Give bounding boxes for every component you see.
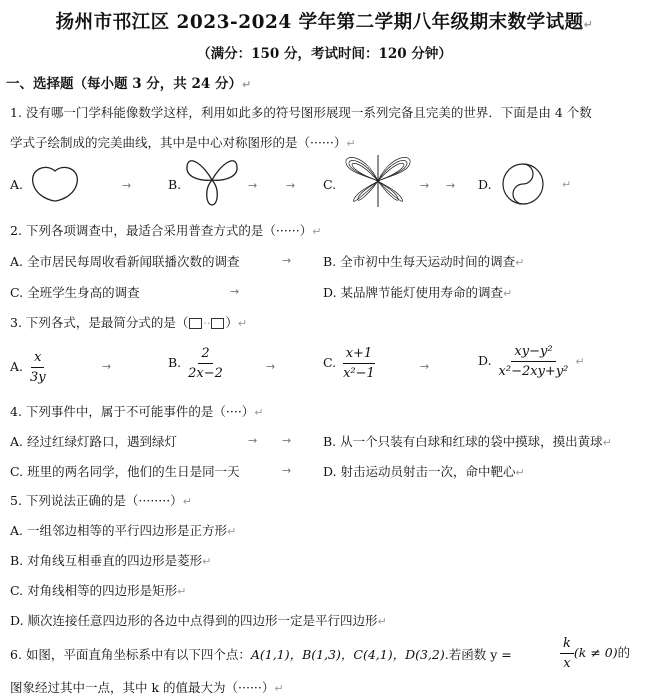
tab-mark: → (282, 434, 292, 447)
tab-mark: → (248, 179, 258, 192)
tab-mark: → (248, 434, 258, 447)
q3-option-a: A. $\frac{x}{3y}$ (10, 350, 49, 385)
heart-curve-icon (28, 163, 82, 203)
fraction: $\frac{x}{3y}$ (30, 350, 46, 385)
tab-mark: → (102, 360, 112, 373)
q4-option-a: A. 经过红绿灯路口，遇到绿灯 (10, 434, 177, 449)
section-heading-choice: 一、选择题（每小题 3 分，共 24 分）↵ (6, 76, 252, 92)
yin-yang-curve-icon (496, 162, 550, 206)
q4-option-b: B. 从一个只装有白球和红球的袋中摸球，摸出黄球↵ (323, 434, 612, 449)
exam-title: 扬州市邗江区 2023-2024 学年第二学期八年级期末数学试题↵ (55, 12, 594, 33)
q1-stem-line1: 1. 没有哪一门学科能像数学这样，利用如此多的符号图形展现一系列完备且完美的世界．下面是由 4 个数 (10, 105, 592, 120)
q6-points: A(1,1)，B(1,3)，C(4,1)，D(3,2) (250, 647, 445, 662)
q5-option-b: B. 对角线互相垂直的四边形是菱形↵ (10, 553, 212, 568)
q2-option-c: C. 全班学生身高的调查 (10, 285, 140, 300)
fraction: $\frac{x+1}{\text{x²−1}}$ (343, 346, 375, 381)
trefoil-curve-icon (184, 153, 240, 207)
q6-function: $\frac{k}{x}$ (k ≠ 0)的 (560, 636, 630, 671)
q2-option-a: A. 全市居民每周收看新闻联播次数的调查 (10, 254, 240, 269)
q1-stem-line2: 学式子绘制成的完美曲线，其中是中心对称图形的是（······）↵ (10, 135, 356, 150)
q3-stem: 3. 下列各式，是最简分式的是（ ·· ）↵ (10, 315, 248, 330)
butterfly-curve-icon (342, 153, 414, 209)
tab-mark: → (446, 179, 456, 192)
q6-line1: 6. 如图，平面直角坐标系中有以下四个点：A(1,1)，B(1,3)，C(4,1)，D(3,2).若函数 y = (10, 647, 512, 662)
q5-stem: 5. 下列说法正确的是（········）↵ (10, 493, 192, 508)
q2-option-b: B. 全市初中生每天运动时间的调查↵ (323, 254, 525, 269)
q5-option-d: D. 顺次连接任意四边形的各边中点得到的四边形一定是平行四边形↵ (10, 613, 387, 628)
q3-option-c: C. $\frac{x+1}{\text{x²−1}}$ (323, 346, 378, 381)
q5-option-c: C. 对角线相等的四边形是矩形↵ (10, 583, 187, 598)
q1-option-a-label: A. (10, 177, 24, 192)
paragraph-mark: ↵ (562, 178, 572, 191)
tab-mark: → (266, 360, 276, 373)
blank-box (211, 318, 224, 329)
tab-mark: → (420, 179, 430, 192)
blank-box (189, 318, 202, 329)
q4-option-c: C. 班里的两名同学，他们的生日是同一天 (10, 464, 240, 479)
q3-option-d: D. $\frac{\text{xy−y²}}{\text{x²−2xy+y²}}$ ↵ (478, 344, 585, 379)
q4-stem: 4. 下列事件中，属于不可能事件的是（····）↵ (10, 404, 264, 419)
q1-option-d-label: D. (478, 177, 492, 192)
tab-mark: → (420, 360, 430, 373)
tab-mark: → (230, 285, 240, 298)
fraction: $\frac{2}{2x-2}$ (188, 346, 223, 381)
tab-mark: → (282, 464, 292, 477)
q4-option-d: D. 射击运动员射击一次，命中靶心↵ (323, 464, 525, 479)
tab-mark: → (122, 179, 132, 192)
q2-option-d: D. 某品牌节能灯使用寿命的调查↵ (323, 285, 513, 300)
tab-mark: → (286, 179, 296, 192)
q1-option-c-label: C. (323, 177, 337, 192)
q5-option-a: A. 一组邻边相等的平行四边形是正方形↵ (10, 523, 237, 538)
q2-stem: 2. 下列各项调查中，最适合采用普查方式的是（······）↵ (10, 223, 322, 238)
exam-subtitle: （满分：150 分，考试时间：120 分钟） (197, 46, 452, 62)
q6-line2: 图象经过其中一点，其中 k 的值最大为（······）↵ (10, 680, 284, 695)
fraction: $\frac{k}{x}$ (560, 636, 574, 671)
q1-option-b-label: B. (168, 177, 182, 192)
tab-mark: → (282, 254, 292, 267)
fraction: $\frac{\text{xy−y²}}{\text{x²−2xy+y²}}$ (498, 344, 569, 379)
q3-option-b: B. $\frac{2}{2x-2}$ (168, 346, 226, 381)
